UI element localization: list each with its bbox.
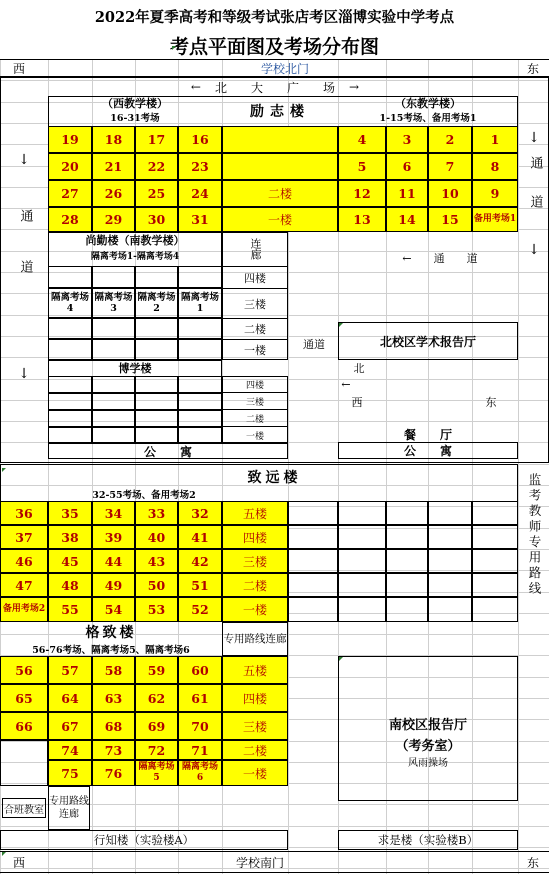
isolation-room: 隔离考场2 [135,288,178,318]
special-corridor-bottom: 专用路线连廊 [48,786,90,830]
empty-cell [0,740,48,786]
empty-cell [386,573,428,597]
exam-room: 14 [386,207,428,232]
empty-cell [428,501,472,525]
south-hall-sub: （考务室） [395,738,461,754]
empty-cell [338,501,386,525]
exam-room: 70 [178,712,222,740]
empty-cell [428,597,472,622]
east-building-range: 1-15考场、备用考场1 [379,113,477,124]
shangqin-title: 尚勤楼（南教学楼） [85,234,185,247]
compass-east-top: 东 [526,61,539,76]
arrow-left-icon: ← [190,80,201,94]
cell-marker [339,323,343,327]
exam-room: 75 [48,760,92,786]
exam-room: 74 [48,740,92,760]
exam-room: 68 [92,712,135,740]
left-passage-label: 通道 [17,209,33,311]
isolation-room: 隔离考场1 [178,288,222,318]
shangqin-cell [48,339,92,360]
mini-compass-arrow-icon: ← [341,377,351,391]
exam-room: 12 [338,180,386,207]
shangqin-cell [48,318,92,339]
floor-label: 二楼 [222,573,288,597]
exam-room: 37 [0,525,48,549]
zhiyuan-title: 致远楼 [247,470,302,486]
arrow-right-icon: → [349,80,360,94]
empty-cell [288,573,338,597]
empty-cell [472,573,518,597]
exam-room: 61 [178,684,222,712]
exam-room: 11 [386,180,428,207]
exam-room: 43 [135,549,178,573]
boxue-cell [135,427,178,443]
exam-room: 10 [428,180,472,207]
boxue-f2: 二楼 [222,410,288,427]
exam-room: 48 [48,573,92,597]
boxue-cell [178,427,222,443]
shangqin-cell [135,339,178,360]
boxue-cell [92,410,135,427]
empty-cell [472,597,518,622]
exam-room: 69 [135,712,178,740]
isolation-room: 隔离考场4 [48,288,92,318]
exam-room: 7 [428,153,472,180]
exam-room: 6 [386,153,428,180]
mid-floor-3: 三楼 [222,288,288,318]
exam-room: 65 [0,684,48,712]
exam-room: 35 [48,501,92,525]
empty-cell [288,597,338,622]
combined-classroom: 合班教室 [2,798,46,818]
xingzhi-building: 行知楼（实验楼A） [0,830,288,850]
exam-room: 30 [135,207,178,232]
mini-compass-north: 北 [353,362,365,375]
exam-room: 23 [178,153,222,180]
exam-room: 17 [135,126,178,153]
exam-room: 3 [386,126,428,153]
passage-label-mid: 通道 [303,338,325,351]
exam-room: 73 [92,740,135,760]
empty-cell [386,501,428,525]
exam-room: 8 [472,153,518,180]
mini-compass-west: 西 [351,396,363,409]
exam-room: 1 [472,126,518,153]
exam-room: 13 [338,207,386,232]
exam-room: 隔离考场5 [135,760,178,786]
qiushi-building: 求是楼（实验楼B） [338,830,518,850]
north-gate-label: 学校北门 [260,61,309,76]
exam-room: 备用考场1 [472,207,518,232]
exam-room: 22 [135,153,178,180]
floor-label: 四楼 [222,684,288,712]
cell-marker [339,657,343,661]
exam-room: 28 [48,207,92,232]
boxue-cell [92,427,135,443]
boxue-f3: 三楼 [222,393,288,410]
boxue-cell [48,376,92,393]
exam-room: 38 [48,525,92,549]
mid-floor-1: 一楼 [222,339,288,360]
south-hall-name: 南校区报告厅 [388,717,467,733]
exam-room: 42 [178,549,222,573]
exam-room: 26 [92,180,135,207]
shangqin-range: 隔离考场1-隔离考场4 [90,251,180,262]
gezhi-corridor: 专用路线连廊 [222,622,288,656]
exam-room: 9 [472,180,518,207]
shangqin-cell [178,339,222,360]
exam-room: 57 [48,656,92,684]
boxue-cell [48,427,92,443]
down-arrow-icon-left: ↓ [18,152,30,168]
shangqin-cell [135,318,178,339]
compass-east-bottom: 东 [526,855,539,870]
mid-floor-2: 二楼 [222,318,288,339]
boxue-title: 博学楼 [118,362,152,375]
east-building-title: （东教学楼） [395,97,461,110]
boxue-cell [135,376,178,393]
exam-room: 备用考场2 [0,597,48,622]
exam-room: 21 [92,153,135,180]
exam-room: 25 [135,180,178,207]
mid-floor-4: 四楼 [222,266,288,288]
exam-room: 27 [48,180,92,207]
exam-room: 59 [135,656,178,684]
lizhi-floor-2: 二楼 [222,180,338,207]
exam-room: 52 [178,597,222,622]
exam-room: 53 [135,597,178,622]
down-arrow-icon-right-2: ↓ [528,242,540,258]
exam-room: 47 [0,573,48,597]
south-hall-note: 风雨操场 [408,757,448,769]
empty-cell [288,501,338,525]
empty-cell [288,525,338,549]
exam-room: 39 [92,525,135,549]
exam-room: 55 [48,597,92,622]
empty-cell [338,549,386,573]
exam-room: 33 [135,501,178,525]
zhiyuan-range: 32-55考场、备用考场2 [92,490,196,501]
boxue-cell [178,376,222,393]
floor-label: 一楼 [222,760,288,786]
boxue-f1: 一楼 [245,431,264,442]
exam-room: 54 [92,597,135,622]
cell-marker [2,852,6,856]
lizhi-floor-1: 一楼 [222,207,338,232]
shangqin-cell [135,266,178,288]
exam-room: 31 [178,207,222,232]
exam-room: 16 [178,126,222,153]
exam-room: 66 [0,712,48,740]
down-arrow-icon-left-2: ↓ [18,366,30,382]
boxue-cell [178,393,222,410]
shangqin-cell [178,318,222,339]
shangqin-cell [92,318,135,339]
exam-room: 46 [0,549,48,573]
shangqin-cell [48,266,92,288]
page-title: 2022年夏季高考和等级考试张店考区淄博实验中学考点 [94,8,455,26]
cell-marker [2,468,6,472]
empty-cell [428,573,472,597]
boxue-cell [135,410,178,427]
mini-compass-east: 东 [485,396,497,409]
exam-room: 29 [92,207,135,232]
exam-room: 58 [92,656,135,684]
empty-cell [338,573,386,597]
empty-cell [472,549,518,573]
mid-corridor-label: 连廊 [249,238,262,260]
exam-room: 隔离考场6 [178,760,222,786]
empty-cell [386,525,428,549]
exam-room: 4 [338,126,386,153]
shangqin-cell [92,266,135,288]
floor-label: 三楼 [222,712,288,740]
floor-label: 五楼 [222,501,288,525]
right-passage-label: 通道 [527,156,543,234]
floor-label: 一楼 [222,597,288,622]
floor-label: 五楼 [222,656,288,684]
north-square-label [150,79,400,95]
gezhi-range: 56-76考场、隔离考场5、隔离考场6 [32,645,190,656]
isolation-room: 隔离考场3 [92,288,135,318]
exam-room: 36 [0,501,48,525]
empty-cell [338,597,386,622]
teacher-route-label: 监考教师专用路线 [527,473,542,597]
empty-cell [428,549,472,573]
boxue-cell [92,376,135,393]
exam-room: 44 [92,549,135,573]
canteen: 餐 厅 [403,427,452,442]
shangqin-cell [178,266,222,288]
exam-room: 40 [135,525,178,549]
exam-room: 56 [0,656,48,684]
boxue-f4: 四楼 [222,376,288,393]
lizhi-cell [222,153,338,180]
exam-room: 2 [428,126,472,153]
exam-room: 24 [178,180,222,207]
exam-room: 51 [178,573,222,597]
exam-room: 19 [48,126,92,153]
exam-room: 41 [178,525,222,549]
west-building-title: （西教学楼） [102,97,168,110]
exam-room: 32 [178,501,222,525]
compass-west-top: 西 [12,61,25,76]
compass-west-bottom: 西 [12,855,25,870]
west-building-range: 16-31考场 [110,113,160,124]
exam-room: 49 [92,573,135,597]
empty-cell [472,501,518,525]
empty-cell [338,525,386,549]
boxue-cell [135,393,178,410]
exam-room: 76 [92,760,135,786]
exam-room: 63 [92,684,135,712]
apartment-left: 公 寓 [48,443,288,459]
empty-cell [472,525,518,549]
page-subtitle: 考点平面图及考场分布图 [169,35,379,58]
empty-cell [288,549,338,573]
lizhi-cell [222,126,338,153]
exam-room: 20 [48,153,92,180]
shangqin-cell [92,339,135,360]
south-gate-label: 学校南门 [235,855,284,870]
floor-label: 二楼 [222,740,288,760]
apartment-right: 公 寓 [338,442,518,459]
exam-room: 62 [135,684,178,712]
exam-room: 45 [48,549,92,573]
boxue-cell [48,393,92,410]
floor-label: 四楼 [222,525,288,549]
exam-room: 18 [92,126,135,153]
gezhi-title: 格致楼 [85,625,137,641]
down-arrow-icon-right: ↓ [528,130,540,146]
floor-label: 三楼 [222,549,288,573]
exam-room: 67 [48,712,92,740]
exam-room: 72 [135,740,178,760]
boxue-cell [92,393,135,410]
empty-cell [428,525,472,549]
empty-cell [386,597,428,622]
exam-room: 15 [428,207,472,232]
boxue-cell [48,410,92,427]
exam-room: 60 [178,656,222,684]
exam-room: 34 [92,501,135,525]
cell-marker [172,46,176,50]
exam-room: 64 [48,684,92,712]
north-hall: 北校区学术报告厅 [338,322,518,360]
exam-room: 50 [135,573,178,597]
exam-room: 5 [338,153,386,180]
lizhi-title: 励志楼 [250,104,310,120]
square-text: 北 大 广 场 [214,80,335,95]
empty-cell [386,549,428,573]
east-passage-label: ← 通 道 [402,252,478,265]
exam-room: 71 [178,740,222,760]
boxue-cell [178,410,222,427]
